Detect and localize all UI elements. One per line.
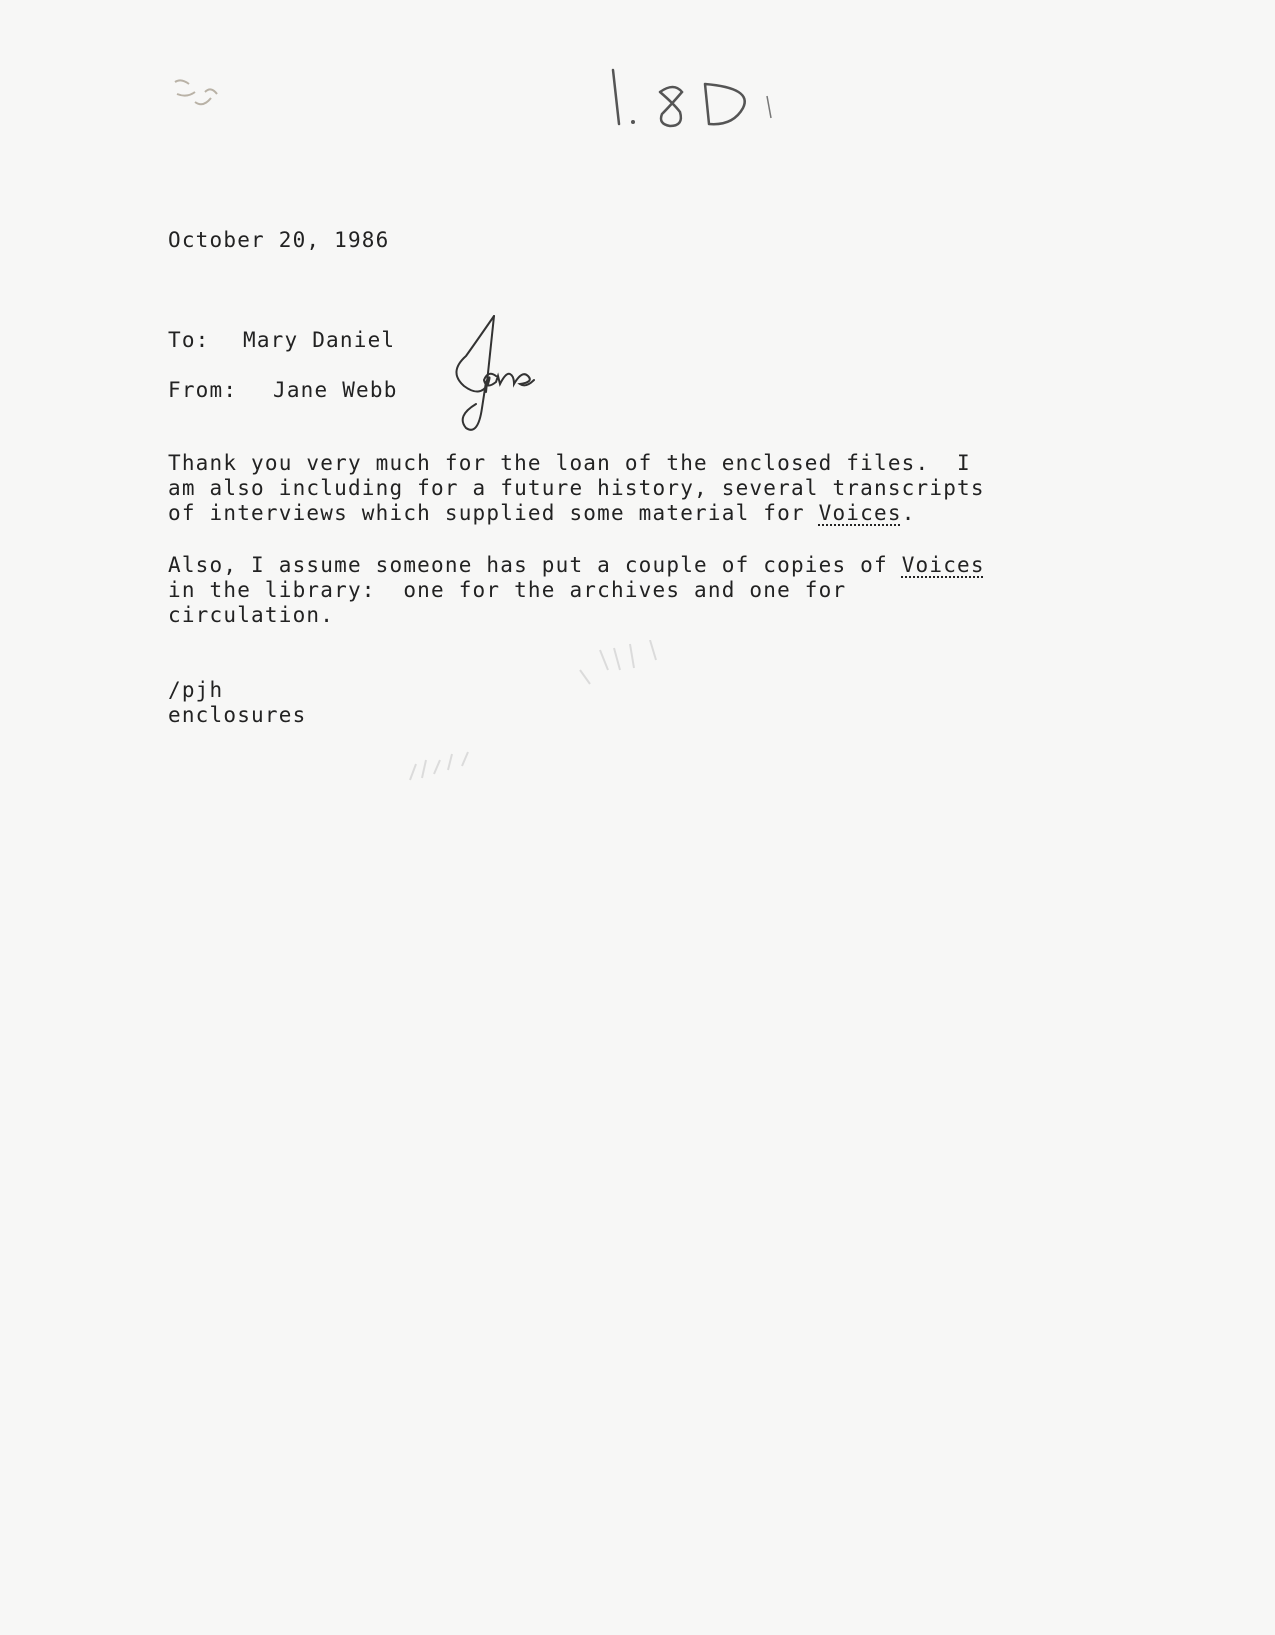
book-title-voices: Voices bbox=[901, 553, 985, 577]
paragraph-2 bbox=[168, 553, 985, 628]
paragraph-2-line-2: in the library: one for the archives and one for bbox=[168, 578, 847, 602]
enclosures-note: enclosures bbox=[168, 703, 307, 727]
typist-initials: /pjh bbox=[168, 678, 224, 702]
sender-name: Jane Webb bbox=[273, 378, 398, 402]
from-line bbox=[168, 378, 398, 403]
memo-date: October 20, 1986 bbox=[168, 228, 390, 252]
handwritten-signature bbox=[436, 312, 586, 442]
paragraph-1-line-3: of interviews which supplied some material for bbox=[168, 501, 819, 525]
paragraph-1-line-1: Thank you very much for the loan of the enclosed files. I bbox=[168, 451, 971, 475]
to-label: To: bbox=[168, 328, 210, 352]
handwritten-number bbox=[605, 62, 795, 142]
recipient-name: Mary Daniel bbox=[243, 328, 396, 352]
from-label: From: bbox=[168, 378, 238, 402]
paragraph-1 bbox=[168, 451, 985, 526]
book-title-voices: Voices bbox=[818, 501, 902, 525]
bleed-through-marks bbox=[400, 640, 740, 800]
ink-smudge bbox=[165, 72, 255, 132]
paragraph-1-line-3-end: . bbox=[901, 501, 916, 525]
paragraph-1-line-2: am also including for a future history, several transcripts bbox=[168, 476, 985, 500]
paragraph-2-line-1: Also, I assume someone has put a couple of copies of bbox=[168, 553, 902, 577]
paragraph-2-line-3: circulation. bbox=[168, 603, 335, 627]
to-line bbox=[168, 328, 395, 353]
